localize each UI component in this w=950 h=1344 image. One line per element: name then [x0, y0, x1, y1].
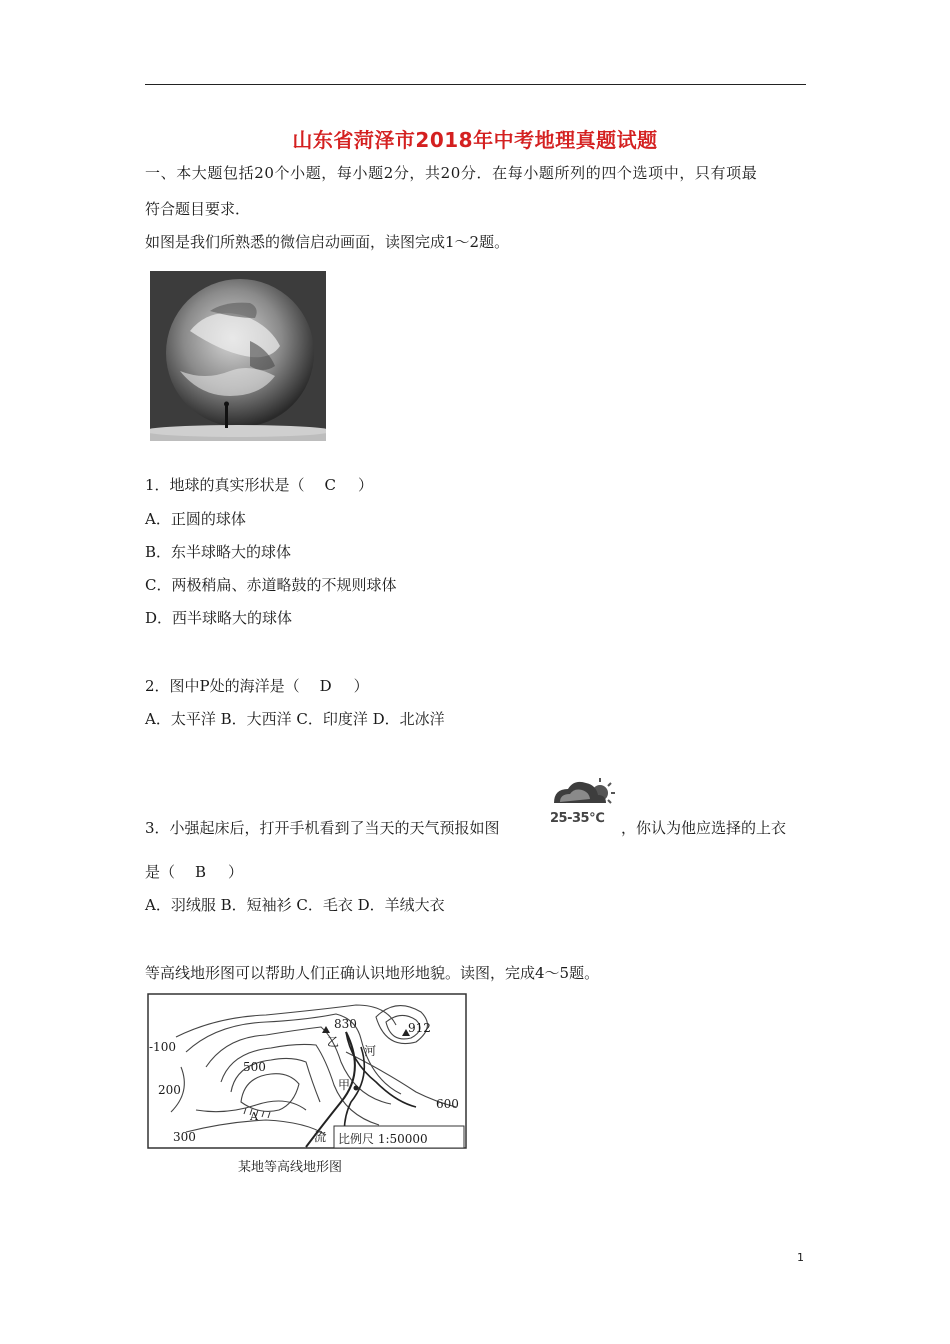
section-intro-line1: 一、本大题包括20个小题，每小题2分，共20分．在每小题所列的四个选项中，只有项最 [145, 164, 758, 182]
q1-answer: C [324, 476, 337, 494]
contour-map [146, 992, 470, 1177]
label-c100: -100 [149, 1040, 176, 1054]
group2-intro: 等高线地形图可以帮助人们正确认识地形地貌。读图，完成4～5题。 [145, 964, 600, 982]
q3-answer: B [195, 863, 207, 881]
label-river-liu: 流 [314, 1130, 327, 1144]
q3-stem2-text: 是（ [145, 863, 176, 881]
q3-stem-after: ，你认为他应选择的上衣 [621, 819, 787, 837]
q3-stem-before: 3．小强起床后，打开手机看到了当天的天气预报如图 [145, 819, 500, 837]
q2-options: A．太平洋 B．大西洋 C．印度洋 D．北冰洋 [145, 710, 445, 728]
q1-option-c: C．两极稍扁、赤道略鼓的不规则球体 [145, 576, 397, 594]
map-caption: 某地等高线地形图 [238, 1160, 343, 1175]
q1-option-a: A．正圆的球体 [145, 510, 246, 528]
label-c600: 600 [436, 1097, 459, 1111]
label-jia: 甲 [338, 1078, 351, 1092]
q3-stem2 [145, 862, 243, 882]
q3-options: A．羽绒服 B．短袖衫 C．毛衣 D．羊绒大衣 [145, 896, 445, 914]
group1-intro: 如图是我们所熟悉的微信启动画面，读图完成1～2题。 [145, 233, 510, 251]
label-c500: 500 [243, 1060, 266, 1074]
q1-option-b: B．东半球略大的球体 [145, 543, 292, 561]
q2-stem [145, 676, 369, 696]
q2-close: ） [353, 677, 369, 695]
section-intro-line2: 符合题目要求． [145, 200, 251, 218]
label-peak830: 830 [334, 1017, 357, 1031]
header-rule [145, 84, 806, 85]
label-point-a: A [250, 1110, 258, 1123]
weather-temp: 25-35℃ [550, 811, 605, 826]
q2-answer: D [319, 677, 332, 695]
map-scale: 比例尺 1:50000 [338, 1132, 428, 1146]
weather-forecast-icon [548, 773, 618, 831]
q1-stem [145, 475, 373, 495]
page-number: 1 [797, 1251, 804, 1264]
page-title: 山东省菏泽市2018年中考地理真题试题 [292, 128, 658, 152]
label-river-he: 河 [364, 1044, 377, 1058]
label-c200: 200 [158, 1083, 181, 1097]
earth-image [150, 271, 326, 441]
label-yi: 乙 [327, 1035, 340, 1049]
q1-option-d: D．西半球略大的球体 [145, 609, 293, 627]
q1-close: ） [358, 476, 374, 494]
q2-stem-text: 2．图中P处的海洋是（ [145, 677, 300, 695]
label-c300: 300 [173, 1130, 196, 1144]
q3-close: ） [228, 863, 244, 881]
label-peak912: 912 [408, 1021, 431, 1035]
q1-stem-text: 1．地球的真实形状是（ [145, 476, 305, 494]
